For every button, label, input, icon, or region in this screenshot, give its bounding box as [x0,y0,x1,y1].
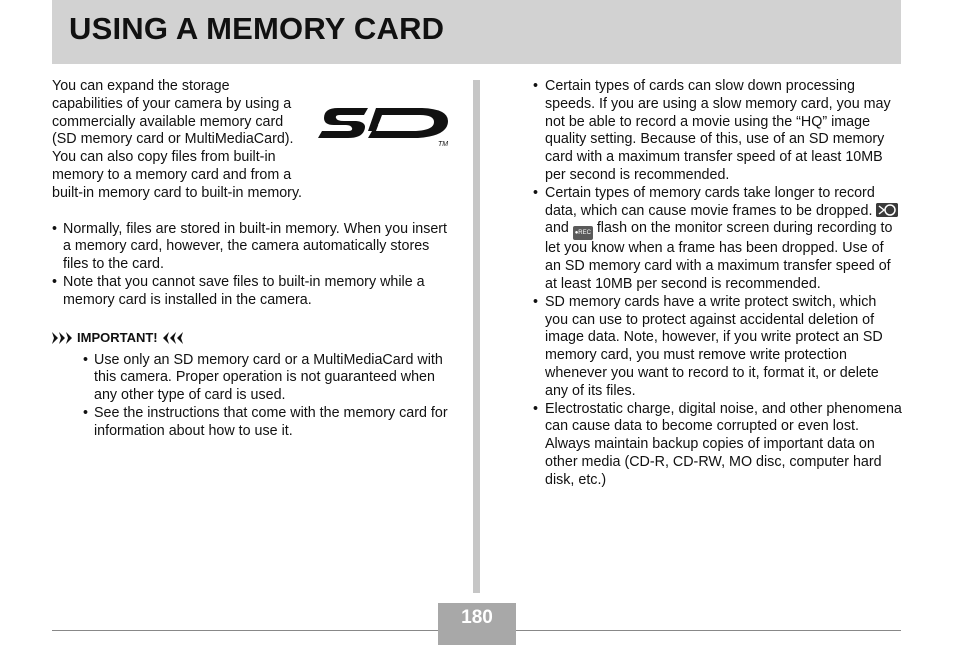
list-item: • See the instructions that come with the memory card for information about how to use it. [83,405,452,441]
right-bullet-list [533,78,903,490]
list-item-text: and [545,220,569,237]
list-item-text: flash on the monitor screen during recording to let you know when a frame has been dropped. Use of an SD memory card with a maximum transfer speed of at least 10MB per second is recommended. [545,220,893,292]
page-number: 180 [438,603,516,645]
left-column [52,78,452,441]
list-item: • Normally, files are stored in built-in memory. When you insert a memory card, however, the camera automatically stores files to the card. [52,221,452,274]
list-item: • Electrostatic charge, digital noise, and other phenomena can cause data to become corrupted or even lost. Always maintain backup copies of important data on other media (CD-R, CD-RW, MO disc, computer hard disk, etc.) [533,401,903,490]
important-label: IMPORTANT! [77,330,158,346]
intro-paragraph: You can expand the storage capabilities of your camera by using a commercially available memory card (SD memory card or MultiMediaCard). You can also copy files from built-in memory to a memory card and from a built-in memory card to built-in memory. [52,78,302,201]
rec-icon: ●REC [573,226,593,240]
right-column [533,78,903,490]
list-item: • SD memory cards have a write protect switch, which you can use to protect against accidental deletion of image data. Note, however, if you write protect an SD memory card, you must remove write protection whenever you want to record to it, format it, or delete any of its files. [533,294,903,401]
column-divider [473,80,480,593]
important-heading [52,329,452,347]
left-bullet-list [52,221,452,310]
arrow-left-icon [163,332,183,344]
logo-tm: TM [438,141,449,146]
page-title: USING A MEMORY CARD [69,11,445,46]
list-item-text: Certain types of memory cards take longer to record data, which can cause movie frames to be dropped. [545,184,875,219]
important-list [83,352,452,441]
list-item: • Certain types of cards can slow down processing speeds. If you are using a slow memory card, you may not be able to record a movie using the “HQ” image quality setting. Because of this, use of an SD memory card with a maximum transfer speed of at least 10MB per second is recommended. [533,78,903,185]
page-header [52,0,901,64]
list-item: • Note that you cannot save files to built-in memory while a memory card is installed in the camera. [52,274,452,310]
frame-dropped-icon [876,203,898,217]
list-item [533,185,903,294]
list-item: • Use only an SD memory card or a MultiMediaCard with this camera. Proper operation is not guaranteed when any other type of card is used. [83,352,452,405]
sd-logo-icon [318,98,454,146]
arrow-right-icon [52,332,72,344]
